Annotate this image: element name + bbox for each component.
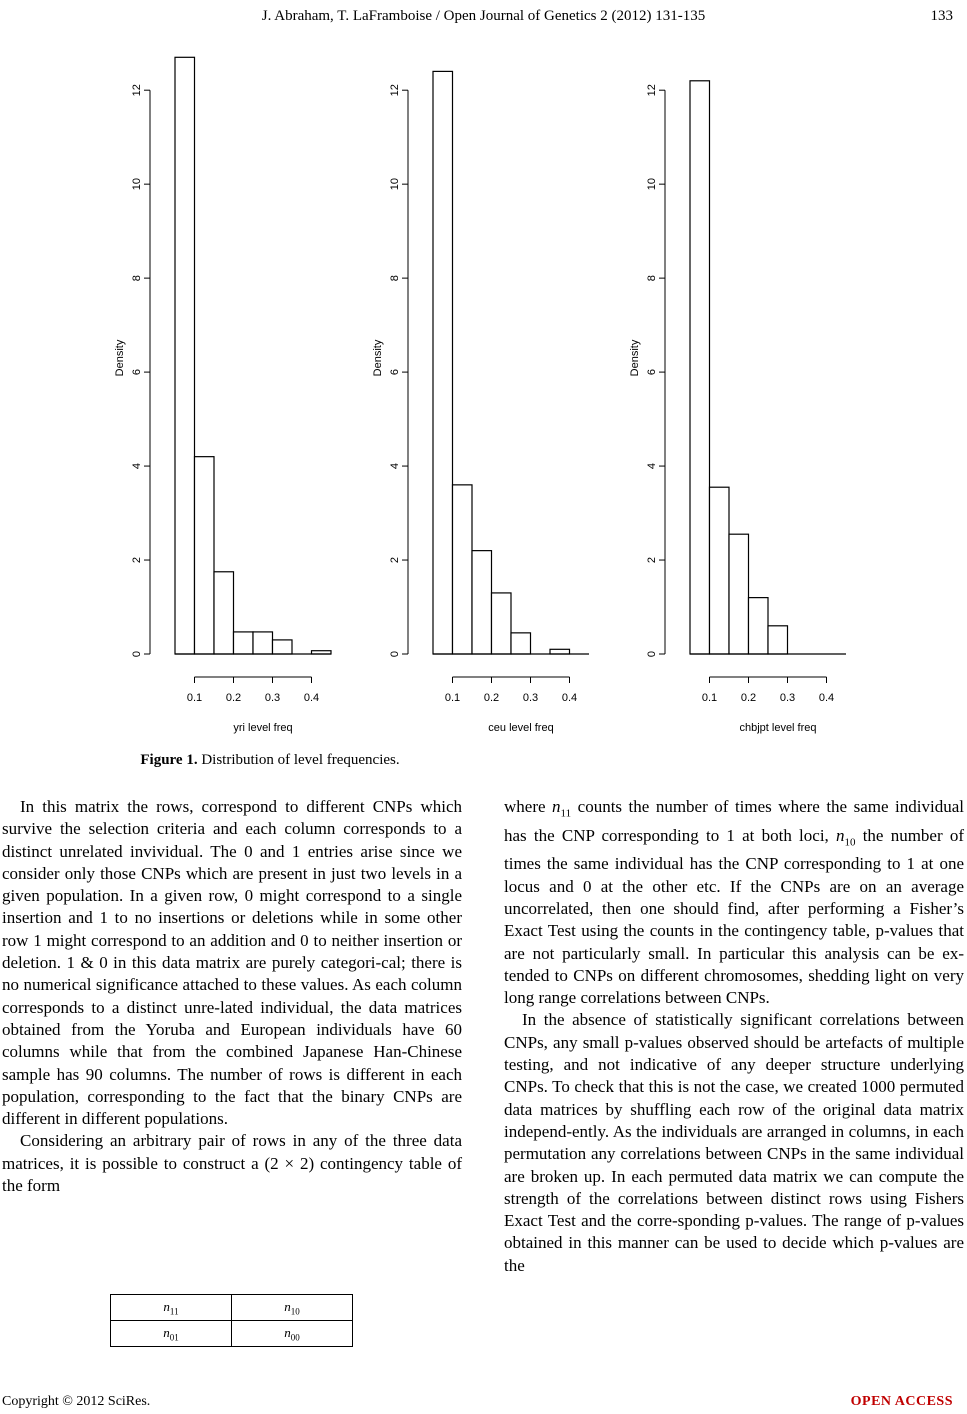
histogram-bar <box>550 649 570 654</box>
right-column <box>504 796 964 1277</box>
figure-caption <box>0 752 540 769</box>
y-tick-label: 0 <box>131 650 143 658</box>
figure-caption-label: Figure 1. <box>140 752 198 768</box>
y-tick-label: 6 <box>646 369 658 376</box>
table-row <box>111 1295 353 1321</box>
x-tick-label: 0.2 <box>740 692 757 704</box>
histogram-bar <box>472 551 492 654</box>
y-tick-label: 4 <box>389 463 401 470</box>
table-row <box>111 1321 353 1347</box>
paragraph-contingency-intro: Considering an arbitrary pair of rows in any of the three data matrices, it is possible to construct a (2 × 2) contingency table of the form <box>2 1131 462 1196</box>
left-column <box>2 796 462 1197</box>
page-number: 133 <box>930 8 953 24</box>
open-access-label: OPEN ACCESS <box>850 1394 953 1409</box>
y-tick-label: 0 <box>389 650 401 658</box>
y-tick-label: 10 <box>389 178 401 191</box>
histogram-bar <box>214 572 234 654</box>
histogram-bar <box>253 632 273 654</box>
x-tick-label: 0.4 <box>303 692 320 704</box>
histogram-bar <box>690 81 710 654</box>
histogram-bar <box>749 598 769 654</box>
histogram-ceu-svg <box>363 50 623 745</box>
histogram-bar <box>234 632 254 654</box>
y-tick-label: 4 <box>131 463 143 470</box>
y-tick-label: 6 <box>131 369 143 376</box>
y-tick-label: 4 <box>646 463 658 470</box>
x-tick-label: 0.3 <box>779 692 796 704</box>
x-tick-label: 0.1 <box>444 692 461 704</box>
y-tick-label: 8 <box>646 275 658 282</box>
x-tick-label: 0.4 <box>561 692 578 704</box>
copyright-notice: Copyright © 2012 SciRes. <box>2 1394 151 1409</box>
histogram-bar <box>710 487 730 654</box>
histogram-bar <box>273 640 293 654</box>
table-cell-n00: $n_{00}$ <box>232 1321 353 1347</box>
x-tick-label: 0.4 <box>818 692 835 704</box>
page-header <box>0 6 967 36</box>
histogram-bar <box>175 57 195 654</box>
histogram-yri <box>105 50 365 745</box>
running-title: J. Abraham, T. LaFramboise / Open Journal of Genetics 2 (2012) 131-135 <box>261 8 706 24</box>
x-axis-label: chbjpt level freq <box>739 722 817 734</box>
x-axis-label: yri level freq <box>233 722 293 734</box>
x-tick-label: 0.1 <box>701 692 718 704</box>
histogram-ceu <box>363 50 623 745</box>
paragraph-contingency-explanation: where $n_{11}$ counts the number of times where the same individual has the CNP corresponding to 1 at both loci, $n_{10}$ the number of times the same individual has the CNP corresponding to 1 at one locus and 0 at the other etc. If the CNPs are on an average uncorrelated, then one should find, after performing a Fisher’s Exact Test using the counts in the contingency table, p-values that are not particularly small. In particular this analysis can be ex-tended to CNPs on different chromosomes, shedding light on very long range correlations between CNPs. <box>504 797 965 1008</box>
y-tick-label: 2 <box>646 556 658 564</box>
x-tick-label: 0.2 <box>483 692 500 704</box>
y-tick-label: 0 <box>646 650 658 658</box>
histogram-bar <box>195 457 215 654</box>
histogram-bar <box>453 485 473 654</box>
y-axis-label: Density <box>629 339 641 377</box>
histogram-bar <box>729 534 749 654</box>
figure-caption-text: Distribution of level frequencies. <box>197 752 400 768</box>
y-tick-label: 2 <box>389 556 401 564</box>
x-tick-label: 0.2 <box>225 692 242 704</box>
y-tick-label: 12 <box>131 84 143 97</box>
x-tick-label: 0.1 <box>186 692 203 704</box>
x-tick-label: 0.3 <box>522 692 539 704</box>
y-tick-label: 12 <box>389 84 401 97</box>
x-axis-label: ceu level freq <box>488 722 554 734</box>
paragraph-permutation-test: In the absence of statistically significant correlations between CNPs, any small p-values observed should be artefacts of multiple testing, and not indicative of any deeper structure underlying CNPs. To check that this is not the case, we created 1000 permuted data matrices by shuffling each row of the original data matrix independ-ently. As the individuals are arranged in columns, in each permutation any correlations between CNPs in the same individual are broken up. In each permuted data matrix we can compute the strength of the correlations between distinct rows using Fishers Exact Test and the corre-sponding p-values. The range of p-values obtained in this manner can be used to decide which p-values are the <box>504 1010 964 1275</box>
y-axis-label: Density <box>114 339 126 377</box>
histogram-bar <box>768 626 788 654</box>
y-tick-label: 8 <box>389 275 401 282</box>
y-tick-label: 2 <box>131 556 143 564</box>
y-tick-label: 6 <box>389 369 401 376</box>
contingency-table <box>110 1294 353 1347</box>
histogram-chbjpt <box>620 50 880 745</box>
x-tick-label: 0.3 <box>264 692 281 704</box>
table-cell-n10: $n_{10}$ <box>232 1295 353 1321</box>
y-tick-label: 12 <box>646 84 658 97</box>
y-tick-label: 10 <box>131 178 143 191</box>
y-axis-label: Density <box>372 339 384 377</box>
histogram-yri-svg <box>105 50 365 745</box>
histogram-bar <box>492 593 512 654</box>
histogram-bar <box>511 633 531 654</box>
table-cell-n01: $n_{01}$ <box>111 1321 232 1347</box>
paragraph-matrix-description: In this matrix the rows, correspond to different CNPs which survive the selection criteria and each column corresponds to a distinct unrelated invividual. The 0 and 1 entries arise since we consider only those CNPs which are present in just two levels in a given population. In a given row, 0 might correspond to a single insertion and 1 to no insertions or deletions while in some other row 1 might correspond to an addition and 0 to neither insertion or deletion. 1 & 0 in this data matrix are purely categori-cal; there is no numerical significance attached to these values. As each column corresponds to a distinct unre-lated individual, the data matrices obtained from the Yoruba and European individuals have 60 columns while that from the combined Japanese Han-Chinese sample has 90 columns. The number of rows is different in each population, corresponding to the fact that the binary CNPs are different in different populations. <box>2 797 462 1129</box>
table-cell-n11: $n_{11}$ <box>111 1295 232 1321</box>
y-tick-label: 8 <box>131 275 143 282</box>
histogram-chbjpt-svg <box>620 50 880 745</box>
y-tick-label: 10 <box>646 178 658 191</box>
histogram-bar <box>433 71 453 654</box>
